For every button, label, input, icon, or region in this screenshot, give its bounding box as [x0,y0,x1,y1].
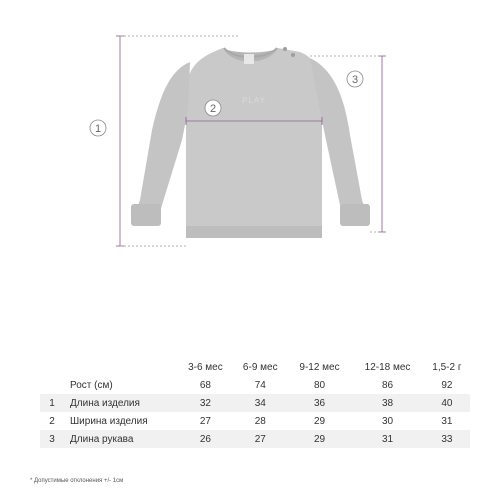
row-number: 3 [40,430,64,448]
size-table-row [40,376,470,394]
header-label-spacer [64,358,178,376]
size-column-header: 1,5-2 г [432,361,462,373]
size-value-cell: 33 [424,430,470,448]
size-value-cell: 68 [199,379,211,391]
left-cuff [131,204,161,226]
size-value-cell: 86 [381,379,394,391]
marker-1 [90,120,106,136]
neck-tag [244,54,254,64]
size-value-cell: 36 [288,394,352,412]
right-cuff [340,204,370,226]
size-value-cell: 92 [441,379,453,391]
size-value-cell: 28 [254,415,266,427]
hem-band [186,226,322,238]
row-label: Длина рукава [64,430,178,448]
size-value-cell: 29 [288,430,352,448]
row-number: 2 [49,415,55,427]
size-value-cell: 74 [254,379,266,391]
size-value-cell: 80 [313,379,326,391]
row-number [40,376,64,394]
shoulder-button-icon [291,53,295,57]
size-value-cell: 31 [351,430,423,448]
size-value-cell: 34 [233,394,288,412]
svg-text:3: 3 [351,74,359,86]
size-column-header: 3-6 мес [188,361,223,373]
svg-text:1: 1 [94,123,102,135]
size-value-cell: 29 [313,415,326,427]
row-label: Рост (см) [70,379,113,391]
row-label: Длина изделия [64,394,178,412]
svg-text:2: 2 [209,103,217,115]
marker-3 [347,71,363,87]
size-value-cell: 27 [199,415,211,427]
size-table-row [40,412,470,430]
size-table-row [40,430,470,448]
size-value-cell: 38 [351,394,423,412]
tolerance-footnote: * Допустимые отклонения +/- 1см [30,478,124,484]
size-table-row [40,394,470,412]
size-column-header: 12-18 мес [364,361,411,373]
size-value-cell: 26 [178,430,233,448]
marker-2 [205,100,221,116]
size-value-cell: 31 [441,415,453,427]
row-number: 1 [40,394,64,412]
size-header-row [40,358,470,376]
sweatshirt-left-sleeve [132,62,190,226]
size-value-cell: 40 [424,394,470,412]
chest-print: PLAY [242,96,266,105]
size-chart-table [40,358,470,448]
size-column-header: 6-9 мес [242,361,278,373]
sweatshirt-image [131,47,370,238]
row-label: Ширина изделия [70,415,148,427]
size-value-cell: 32 [178,394,233,412]
size-column-header: 9-12 мес [299,361,340,373]
size-value-cell: 30 [381,415,394,427]
shoulder-button-icon [283,47,287,51]
sweatshirt-body [186,48,322,236]
size-value-cell: 27 [233,430,288,448]
header-num-spacer [40,358,64,376]
